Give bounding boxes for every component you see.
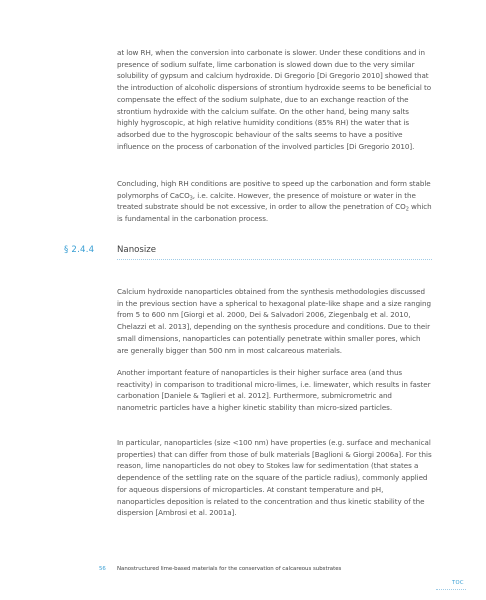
- paragraph-surface-area: Another important feature of nanoparticles is their higher surface area (and thus reactivity) in comparison to traditional micro-limes, i.e. limewater, which results in faster carbonation [Daniele & Taglieri et al. 2012]. Furthermore, submicrometric and nanometric particles have a higher kinetic stability than micro-sized particles.: [117, 368, 431, 413]
- section-divider: [117, 259, 432, 260]
- toc-link[interactable]: TOC: [452, 580, 464, 586]
- subscript-2: 2: [405, 206, 409, 213]
- subscript-3: 3: [189, 195, 193, 202]
- paragraph-conclusion-part-1: Concluding, high RH conditions are positive to speed up the carbonation and form stable polymorphs of CaCO: [117, 179, 431, 200]
- paragraph-conclusion-part-3: which is fundamental in the carbonation process.: [117, 202, 432, 224]
- page-number: 56: [99, 566, 106, 572]
- toc-divider: [436, 589, 466, 590]
- paragraph-conclusion-part-2: , i.e. calcite. However, the presence of moisture or water in the treated substrate should be not excessive, in order to allow the penetration of CO: [117, 190, 416, 212]
- running-title: Nanostructured lime-based materials for the conservation of calcareous substrates: [117, 566, 342, 572]
- paragraph-conclusion: [117, 178, 432, 225]
- section-number: § 2.4.4: [64, 245, 95, 255]
- paragraph-particle-size: Calcium hydroxide nanoparticles obtained from the synthesis methodologies discussed in the previous section have a spherical to hexagonal plate-like shape and a size ranging from 5 to 600 nm [Giorgi et al. 2000, Dei & Salvadori 2006, Ziegenbalg et al. 2010, Chelazzi et al. 2013], depending on the synthesis procedure and conditions. Due to their small dimensions, nanoparticles can potentially penetrate within smaller pores, which are generally bigger than 500 nm in most calcareous materials.: [117, 287, 431, 355]
- section-title: Nanosize: [117, 245, 157, 255]
- paragraph-sedimentation: In particular, nanoparticles (size <100 nm) have properties (e.g. surface and mechanical properties) that can differ from those of bulk materials [Baglioni & Giorgi 2006a]. For this reason, lime nanoparticles do not obey to Stokes law for sedimentation (that states a dependence of the settling rate on the square of the particle radius), commonly applied for aqueous dispersions of microparticles. At constant temperature and pH, nanoparticles deposition is related to the concentration and thus kinetic stability of the dispersion [Ambrosi et al. 2001a].: [117, 438, 432, 518]
- paragraph-humidity-salts: at low RH, when the conversion into carbonate is slower. Under these conditions and in presence of sodium sulfate, lime carbonation is slowed down due to the very similar solubility of gypsum and calcium hydroxide. Di Gregorio [Di Gregorio 2010] showed that the introduction of alcoholic dispersions of strontium hydroxide seems to be beneficial to compensate the effect of the sodium sulphate, due to an exchange reaction of the strontium hydroxide with the calcium sulfate. On the other hand, being many salts highly hygroscopic, at high relative humidity conditions (85% RH) the water that is adsorbed due to the hygroscopic behaviour of the salts seems to have a positive influence on the process of carbonation of the involved particles [Di Gregorio 2010].: [117, 48, 432, 151]
